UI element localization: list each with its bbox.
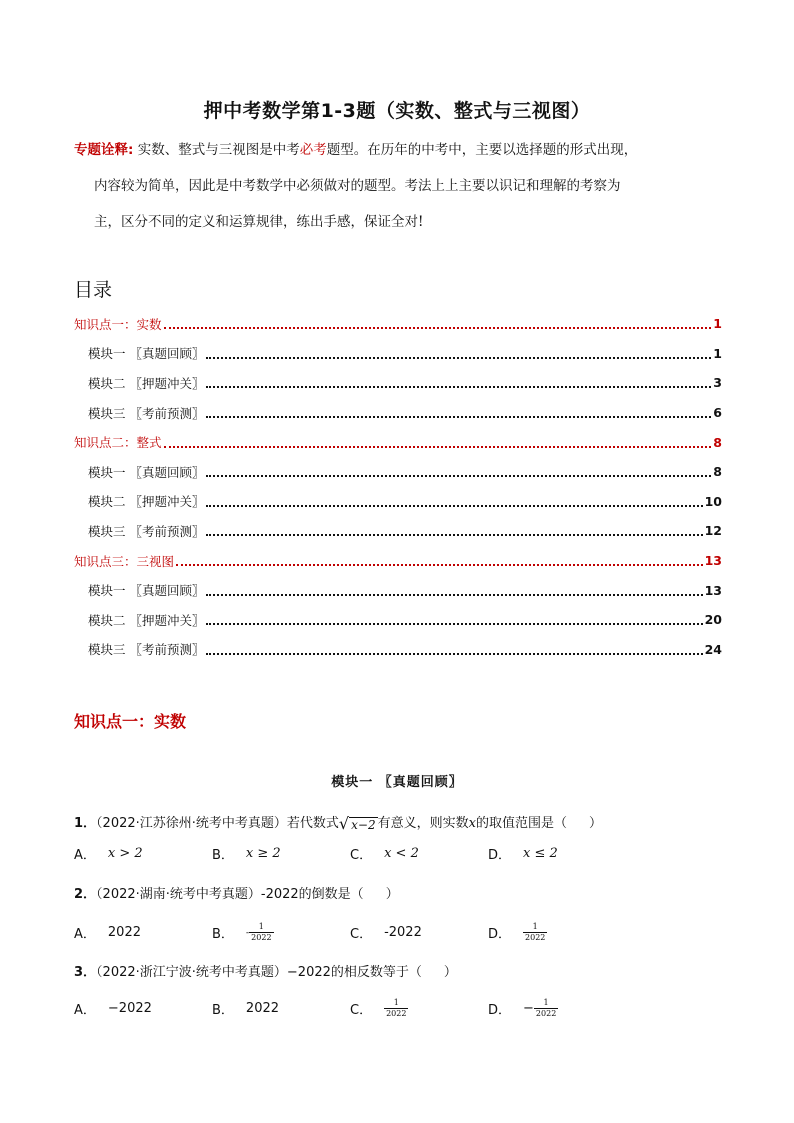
option-letter: C． [350,927,373,942]
variable: x [468,816,476,831]
fraction-denominator: 2022 [525,933,546,942]
intro-text: 实数、整式与三视图是中考 [133,142,300,158]
toc-entry[interactable] [74,635,722,665]
toc-entry[interactable] [74,516,722,546]
question-3-options [74,998,634,1019]
question-number: 1． [74,816,97,831]
toc-leader [206,614,702,625]
option-d[interactable] [488,922,626,943]
toc-entry-page: 3 [713,375,722,391]
toc-entry-label: 模块二 〖押题冲关〗 [88,494,205,510]
fraction-denominator: 2022 [535,1009,557,1018]
toc-entry-label: 模块三 〖考前预测〗 [88,642,205,658]
toc-leader [206,585,702,596]
toc-entry-page: 20 [704,612,722,628]
option-letter: C． [350,848,373,863]
intro-highlight: 必考 [299,142,327,158]
fraction-sign: − [523,1001,534,1016]
option-letter: B． [212,1003,234,1018]
option-text: x > 2 [107,846,143,861]
toc-entry-page: 24 [704,641,722,657]
question-stem: −2022的相反数等于（ [286,965,422,980]
option-text: -2022 [384,925,422,940]
toc-entry-label: 模块一 〖真题回顾〗 [88,346,205,362]
fraction-numerator: 1 [258,922,264,931]
option-c[interactable] [350,922,488,943]
toc-leader [206,644,702,655]
intro-line-2: 内容较为简单，因此是中考数学中必须做对的题型。考法上上主要以识记和理解的考察为 [94,178,621,194]
option-letter: D． [488,927,512,942]
fraction [523,922,547,943]
toc-entry-page: 6 [713,405,722,421]
question-stem-end: ） [443,965,457,980]
toc-leader [206,496,702,507]
question-source: （2022·江苏徐州·统考中考真题） [96,816,287,831]
toc-leader [176,555,703,566]
option-b[interactable] [212,844,350,863]
option-d[interactable] [488,998,626,1019]
question-3 [74,961,457,980]
option-a[interactable] [74,844,212,863]
toc-leader [164,437,712,448]
toc-entry[interactable] [74,339,722,369]
toc-entry-page: 12 [704,523,722,539]
section-heading: 知识点一：实数 [74,712,187,731]
question-2 [74,883,399,902]
toc-entry[interactable] [74,427,722,457]
question-stem: -2022的倒数是（ [260,887,364,902]
toc-entry-page: 10 [704,493,722,509]
toc-entry[interactable] [74,309,722,339]
option-letter: B． [212,848,234,863]
toc-entry-label: 知识点一：实数 [74,316,162,332]
toc-leader [206,377,711,388]
option-letter: C． [350,1003,373,1018]
toc-entry-label: 模块二 〖押题冲关〗 [88,375,205,391]
toc-title: 目录 [74,279,113,301]
toc-entry-label: 模块一 〖真题回顾〗 [88,583,205,599]
fraction [534,998,558,1019]
toc-entry-page: 1 [713,345,722,361]
module-heading: 模块一 〖真题回顾〗 [331,775,463,790]
option-c[interactable] [350,998,488,1019]
toc-leader [164,318,712,329]
topic-intro [74,132,724,240]
question-1 [74,812,602,832]
intro-label: 专题诠释: [74,142,134,158]
toc-entry-label: 模块三 〖考前预测〗 [88,405,205,421]
page-title: 押中考数学第1-3题（实数、整式与三视图） [203,100,591,122]
toc-leader [206,525,702,536]
option-b[interactable] [212,998,350,1019]
option-text: x ≥ 2 [245,846,281,861]
toc-leader [206,466,711,477]
question-source: （2022·湖南·统考中考真题） [96,887,261,902]
toc-entry[interactable] [74,398,722,428]
fraction [249,922,273,943]
toc-leader [206,348,711,359]
fraction-numerator: 1 [543,998,549,1007]
toc-entry[interactable] [74,605,722,635]
question-number: 2． [74,887,97,902]
toc-entry[interactable] [74,368,722,398]
toc-entry-label: 模块二 〖押题冲关〗 [88,612,205,628]
option-letter: A． [74,848,96,863]
option-letter: A． [74,1003,96,1018]
toc-leader [206,407,711,418]
option-text: x < 2 [384,846,419,861]
intro-line-1 [74,132,724,168]
question-stem-end: ） [588,816,602,831]
radicand: x−2 [351,817,376,832]
question-1-options [74,844,634,863]
fraction-numerator: 1 [532,922,538,931]
option-a[interactable] [74,922,212,943]
table-of-contents [74,309,722,664]
sqrt-expression [338,813,378,833]
toc-entry[interactable] [74,487,722,517]
toc-entry[interactable] [74,575,722,605]
option-letter: D． [488,848,512,863]
toc-entry-page: 13 [704,582,722,598]
fraction [384,998,408,1019]
option-letter: D． [488,1003,512,1018]
question-stem: 的取值范围是（ [475,816,567,831]
radical-sign: √ [338,813,350,833]
option-text: 2022 [245,1001,280,1016]
option-text: 2022 [107,925,141,940]
toc-entry-page: 8 [713,464,722,480]
option-text: −2022 [107,1001,152,1016]
toc-entry-label: 知识点三：三视图 [74,553,175,569]
intro-line-3: 主，区分不同的定义和运算规律，练出手感，保证全对! [94,214,424,230]
intro-text: 题型。在历年的中考中，主要以选择题的形式出现， [326,142,638,158]
toc-entry-page: 8 [713,434,722,450]
option-d[interactable] [488,844,626,863]
toc-entry-page: 13 [704,553,722,569]
option-c[interactable] [350,844,488,863]
option-letter: A． [74,927,96,942]
question-stem-end: ） [385,887,399,902]
fraction-numerator: 1 [393,998,399,1007]
fraction-sign: - [245,927,250,938]
toc-entry-page: 1 [713,316,722,332]
question-source: （2022·浙江宁波·统考中考真题） [96,965,287,980]
option-a[interactable] [74,998,212,1019]
toc-entry-label: 模块三 〖考前预测〗 [88,523,205,539]
question-number: 3． [74,965,97,980]
toc-entry[interactable] [74,546,722,576]
question-stem: 有意义，则实数 [377,816,469,831]
toc-entry-label: 知识点二：整式 [74,435,162,451]
question-stem: 若代数式 [286,816,339,831]
fraction-denominator: 2022 [251,933,272,942]
toc-entry[interactable] [74,457,722,487]
fraction-denominator: 2022 [386,1009,407,1018]
option-text: x ≤ 2 [523,846,558,861]
option-letter: B． [212,927,234,942]
toc-entry-label: 模块一 〖真题回顾〗 [88,464,205,480]
option-b[interactable] [212,922,350,943]
question-2-options [74,922,634,943]
